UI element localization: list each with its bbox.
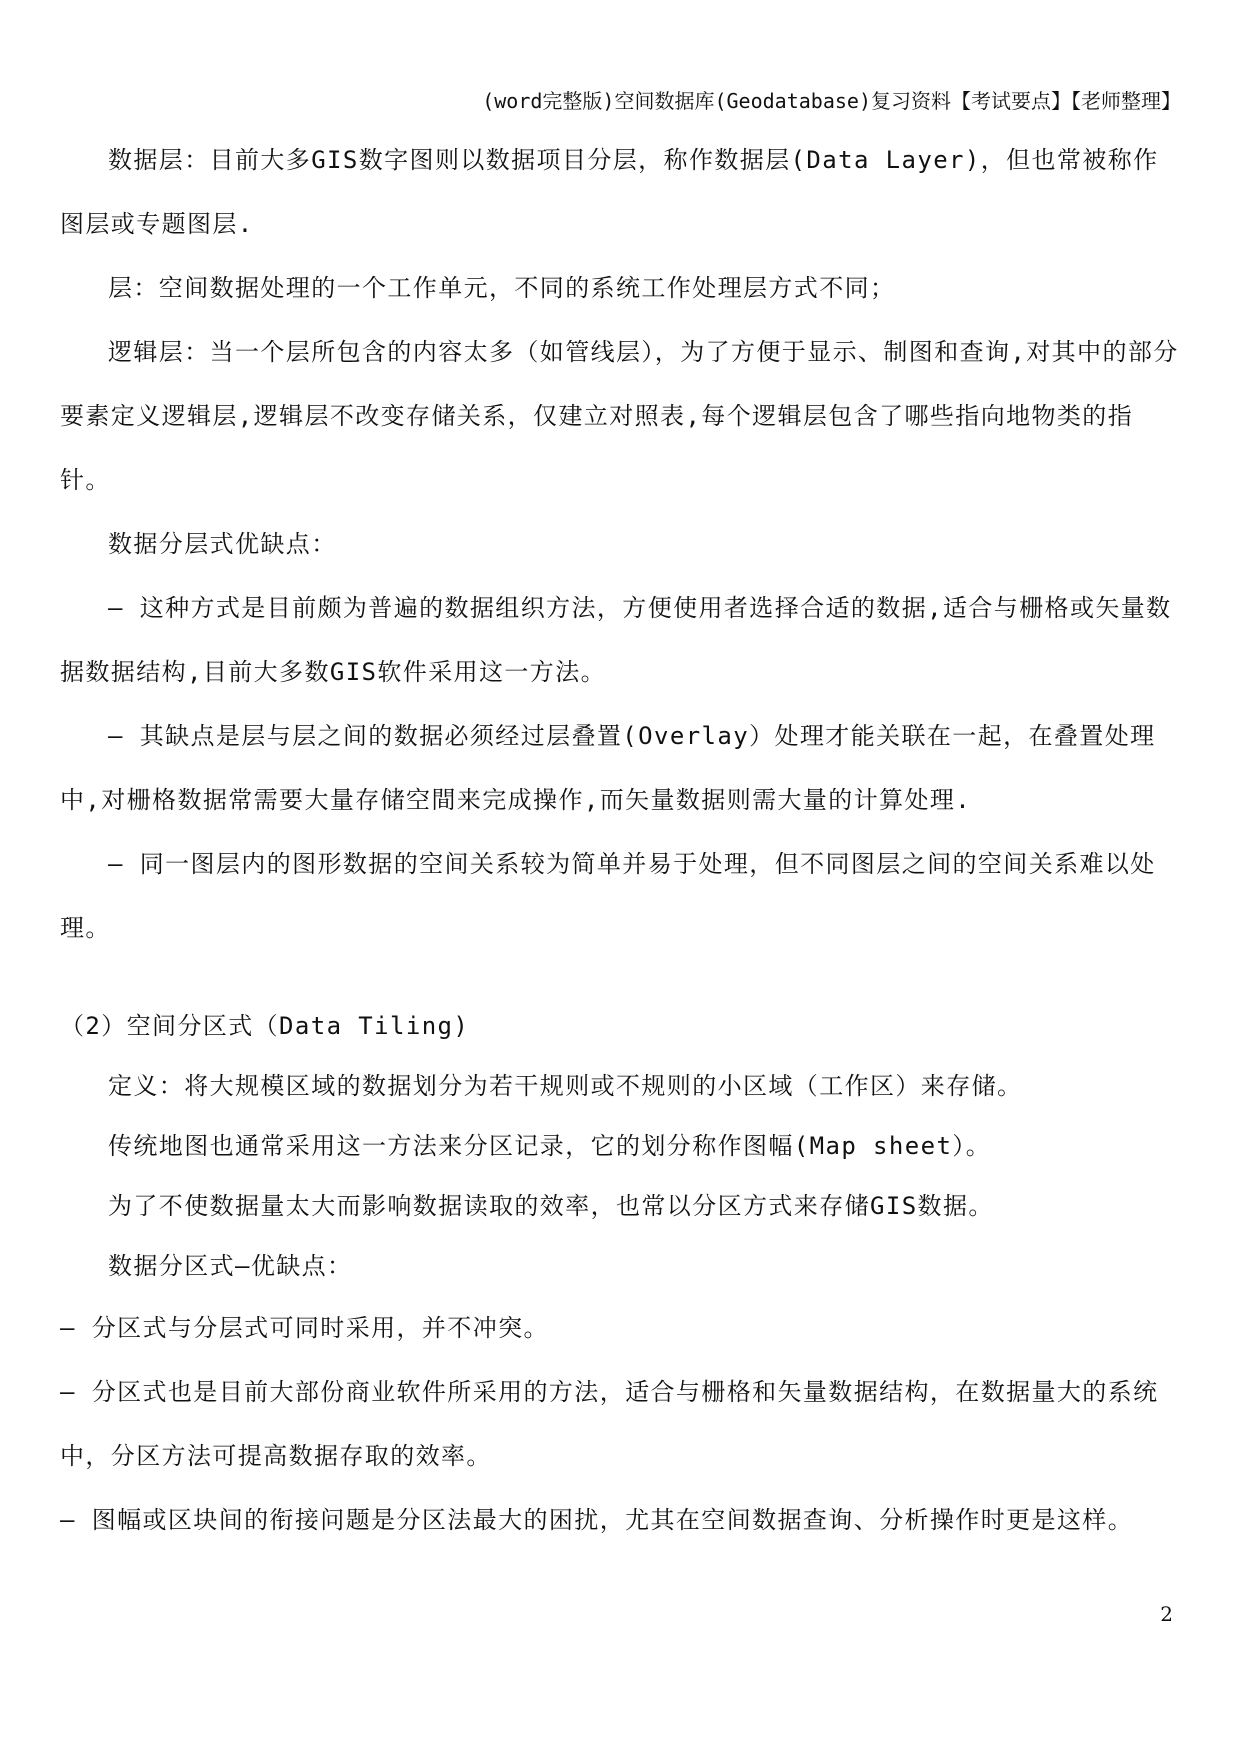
- paragraph-tiling-pros-cons: 数据分区式—优缺点：: [108, 1252, 353, 1280]
- paragraph-map-sheet: 传统地图也通常采用这一方法来分区记录，它的划分称作图幅(Map sheet）。: [108, 1132, 992, 1160]
- section-spacer: [60, 960, 1180, 996]
- paragraph-logical-layer: 逻辑层：当一个层所包含的内容太多（如管线层），为了方便于显示、制图和查询,对其中的部分要素定义逻辑层,逻辑层不改变存储关系，仅建立对照表,每个逻辑层包含了哪些指向地物类的指针。: [60, 338, 1179, 494]
- paragraph-layered-pros-cons: 数据分层式优缺点：: [108, 530, 337, 558]
- paragraph-definition: 定义：将大规模区域的数据划分为若干规则或不规则的小区域（工作区）来存储。: [108, 1072, 1023, 1100]
- bullet-item: – 分区式与分层式可同时采用，并不冲突。: [60, 1314, 549, 1342]
- paragraph-efficiency: 为了不使数据量太大而影响数据读取的效率，也常以分区方式来存储GIS数据。: [108, 1192, 994, 1220]
- page-header: (word完整版)空间数据库(Geodatabase)复习资料【考试要点】【老师整理】: [482, 89, 1181, 113]
- page-number: 2: [1160, 1602, 1173, 1626]
- paragraph-layer: 层：空间数据处理的一个工作单元，不同的系统工作处理层方式不同；: [108, 274, 896, 302]
- paragraph-layer-relationship: – 同一图层内的图形数据的空间关系较为简单并易于处理，但不同图层之间的空间关系难以处理。: [60, 850, 1156, 942]
- bullet-item: – 图幅或区块间的衔接问题是分区法最大的困扰，尤其在空间数据查询、分析操作时更是这样。: [60, 1506, 1134, 1534]
- paragraph-data-layer: 数据层：目前大多GIS数字图则以数据项目分层，称作数据层(Data Layer)，但也常被称作图层或专题图层.: [60, 146, 1159, 238]
- paragraph-layered-advantage: – 这种方式是目前颇为普遍的数据组织方法，方便使用者选择合适的数据,适合与栅格或矢量数据数据结构,目前大多数GIS软件采用这一方法。: [60, 594, 1172, 686]
- page-content: [60, 128, 1180, 1552]
- bullet-item: – 分区式也是目前大部份商业软件所采用的方法，适合与栅格和矢量数据结构，在数据量大的系统中，分区方法可提高数据存取的效率。: [60, 1378, 1159, 1470]
- paragraph-layered-disadvantage: – 其缺点是层与层之间的数据必须经过层叠置(Overlay）处理才能关联在一起，在叠置处理中,对栅格数据常需要大量存储空間来完成操作,而矢量数据则需大量的计算处理.: [60, 722, 1156, 814]
- section-title: （2）空间分区式（Data Tiling): [60, 1012, 470, 1040]
